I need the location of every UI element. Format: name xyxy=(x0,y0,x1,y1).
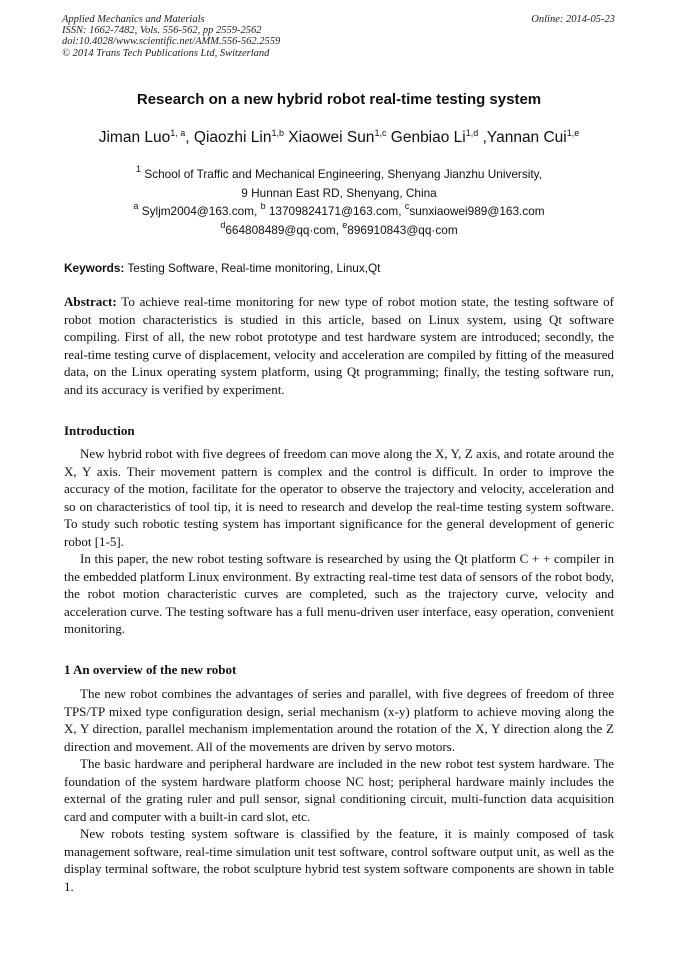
author-affil-mark: 1,c xyxy=(374,128,387,138)
introduction-heading: Introduction xyxy=(64,423,135,438)
affiliation-address: 9 Hunnan East RD, Shenyang, China xyxy=(241,185,437,200)
paragraph: In this paper, the new robot testing software is researched by using the Qt platform C + + compiler in the embedded platform Linux environment. By extracting real-time test data of sensors of the robot body, the robot motion characteristic curves are completed, such as the trajectory curve, velocity and acceleration curve. The testing software has a full menu-driven user interface, easy operation, convenient monitoring. xyxy=(64,551,614,636)
abstract-text: To achieve real-time monitoring for new type of robot motion state, the testing software of robot motion characteristics is studied in this article, based on Linux system, using Qt software compiling. First of all, the new robot prototype and test hardware system are introduced; secondly, the real-time testing curve of displacement, velocity and acceleration are compiled by fitting of the measured data, on the Linux operating system platform, using Qt programming; finally, the testing software run, and its accuracy is verified by experiment. xyxy=(64,294,614,397)
affiliation-line: $^1$ School of Traffic and Mechanical Engineering, Shenyang Jianzhu University, xyxy=(136,164,542,181)
issn-line: ISSN: 1662-7482, Vols. 556-562, pp 2559-2562 xyxy=(62,25,262,37)
keywords-line xyxy=(64,261,616,275)
author-name: Yannan Cui xyxy=(486,129,567,146)
paragraph: New hybrid robot with five degrees of freedom can move along the X, Y, Z axis, and rotate around the X, Y axis. Their movement pattern is complex and the control is difficult. In order to improve the accuracy of the motion, facilitate for the operator to observe the trajectory and velocity, acceleration and so on characteristics of tool tip, it is need to research and develop the real-time testing system software. To study such robotic testing system has important significance for the general development of generic robot [1-5]. xyxy=(64,446,614,549)
email-line-2: $^d$664808489@qq·com, $^e$896910843@qq·com xyxy=(220,219,458,237)
paragraph: New robots testing system software is classified by the feature, it is mainly composed of task management software, real-time simulation unit test software, control software output unit, as well as the display terminal software, the robot sculpture hybrid test system software components are shown in table 1. xyxy=(64,826,614,894)
journal-name: Applied Mechanics and Materials xyxy=(62,14,205,25)
keywords-label: Keywords: xyxy=(64,261,125,275)
paper-title: Research on a new hybrid robot real-time testing system xyxy=(136,91,542,108)
author-name: Xiaowei Sun xyxy=(288,129,375,146)
author-name: Genbiao Li xyxy=(390,129,466,146)
email-line-1: $^a$ Syljm2004@163.com, $^b$ 13709824171@163.com, $^c$sunxiaowei989@163.com xyxy=(133,201,545,218)
author-affil-mark: 1,b xyxy=(271,128,284,138)
author-separator: , xyxy=(185,129,194,146)
email: 896910843@qq·com xyxy=(347,222,458,237)
affiliation-block xyxy=(0,165,678,239)
affil-mark: 1 xyxy=(136,164,142,174)
abstract-label: Abstract: xyxy=(64,294,117,309)
author-affil-mark: 1, a xyxy=(170,128,186,138)
email: sunxiaowei989@163.com xyxy=(409,204,545,218)
abstract xyxy=(64,293,614,398)
author-affil-mark: 1,d xyxy=(465,128,479,138)
author-affil-mark: 1,e xyxy=(566,128,580,138)
doi-line: doi:10.4028/www.scientific.net/AMM.556-562.2559 xyxy=(62,36,281,48)
keywords-text: Testing Software, Real-time monitoring, Linux,Qt xyxy=(124,261,381,275)
author-name: Qiaozhi Lin xyxy=(193,129,272,146)
email: 664808489@qq·com, xyxy=(225,222,343,237)
email: Syljm2004@163.com, xyxy=(138,204,261,218)
introduction-body xyxy=(64,445,614,638)
paragraph: The new robot combines the advantages of series and parallel, with five degrees of freedom of three TPS/TP mixed type configuration design, serial mechanism (x-y) platform to achieve moving along the X, Y direction, parallel mechanism implementation around the rotation of the X, Y direction along the Z direction and movement. All of the movements are driven by servo motors. xyxy=(64,686,614,754)
online-date: Online: 2014-05-23 xyxy=(531,14,615,25)
journal-header xyxy=(62,14,615,59)
section-1-body xyxy=(64,685,614,895)
section-1-heading: 1 An overview of the new robot xyxy=(64,662,237,677)
copyright-line: © 2014 Trans Tech Publications Ltd, Switzerland xyxy=(62,47,270,59)
author-name: Jiman Luo xyxy=(98,129,171,146)
author-list xyxy=(0,129,678,147)
author-separator: , xyxy=(478,129,487,146)
email: 13709824171@163.com, xyxy=(265,204,405,218)
paragraph: The basic hardware and peripheral hardware are included in the new robot test system hardware. The foundation of the system hardware platform choose NC host; peripheral hardware mainly includes the external of the grating ruler and pull sensor, signal conditioning circuit, multi-function data acquisition card and computer with a built-in card slot, etc. xyxy=(64,756,614,824)
